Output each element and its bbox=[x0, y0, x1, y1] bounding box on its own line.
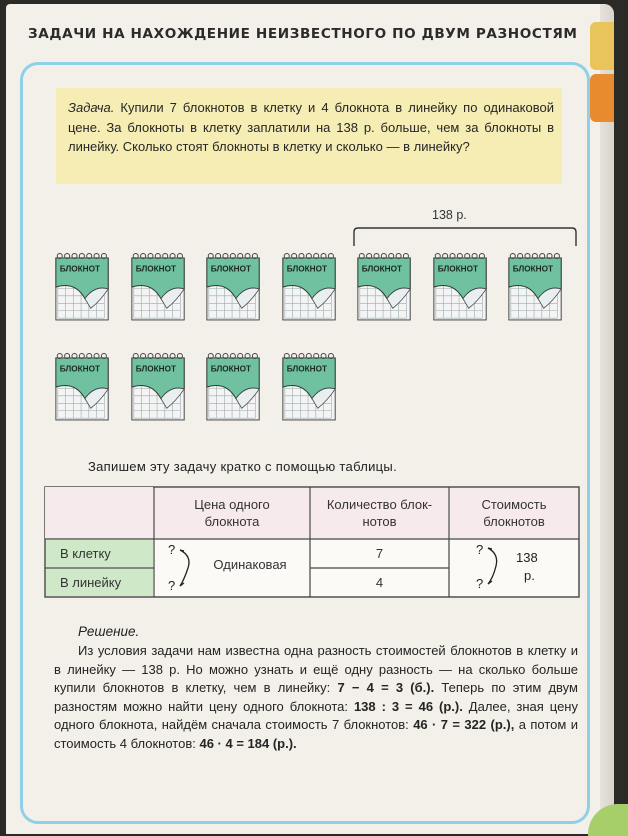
notebook-label: БЛОКНОТ bbox=[135, 364, 176, 374]
notebook-grid-7 bbox=[505, 252, 567, 322]
notebook-label: БЛОКНОТ bbox=[361, 264, 402, 274]
solution-part-4: а потом и стоимость 4 блокнотов: bbox=[54, 717, 578, 751]
notebook-label: БЛОКНОТ bbox=[286, 264, 327, 274]
lightbulb-tab-icon bbox=[590, 22, 614, 70]
notebook-lined-1 bbox=[52, 352, 114, 422]
solution-part-2: Теперь по этим двум разностям можно найти цену одного блокнота: bbox=[54, 680, 578, 714]
notebook-grid-3 bbox=[203, 252, 265, 322]
task-body: Купили 7 блокнотов в клетку и 4 блокнота в линейку по одинаковой цене. За блокноты в клетку заплатили на 138 р. больше, чем за блокноты в линейку. Сколько стоят блокноты в клетку и сколько — в линейку? bbox=[68, 100, 554, 154]
star-tab-icon bbox=[590, 74, 614, 122]
notebook-label: БЛОКНОТ bbox=[210, 264, 251, 274]
price-brace-arrow bbox=[178, 548, 196, 588]
equation-price: 138 : 3 = 46 (р.). bbox=[353, 698, 463, 714]
header-count: Количество блок- нотов bbox=[311, 488, 448, 538]
cost-difference-value: 138 bbox=[516, 550, 538, 565]
notebook-grid-1 bbox=[52, 252, 114, 322]
notebook-grid-2 bbox=[128, 252, 190, 322]
cost-question-grid: ? bbox=[476, 542, 484, 557]
price-question-lined: ? bbox=[168, 578, 176, 593]
cost-question-lined: ? bbox=[476, 576, 484, 591]
task-label: Задача. bbox=[68, 100, 115, 115]
count-lined: 4 bbox=[375, 575, 384, 590]
notebook-label: БЛОКНОТ bbox=[59, 364, 100, 374]
equation-cost-grid: 46 · 7 = 322 (р.), bbox=[413, 717, 515, 732]
task-box bbox=[56, 88, 562, 184]
solution-part-3: Далее, зная цену одного блокнота, найдём сначала стоимость 7 блокнотов: bbox=[54, 698, 578, 732]
page-heading: ЗАДАЧИ НА НАХОЖДЕНИЕ НЕИЗВЕСТНОГО ПО ДВУМ РАЗНОСТЯМ bbox=[28, 26, 578, 42]
notebook-label: БЛОКНОТ bbox=[59, 264, 100, 274]
notebook-grid-6 bbox=[430, 252, 492, 322]
equation-cost-lined: 46 · 4 = 184 (р.). bbox=[199, 735, 297, 751]
notebook-lined-2 bbox=[128, 352, 190, 422]
price-question-grid: ? bbox=[168, 542, 176, 557]
solution-paragraph bbox=[54, 642, 578, 753]
row-label-lined: В линейку bbox=[46, 569, 153, 596]
notebook-grid-5 bbox=[354, 252, 416, 322]
notebook-label: БЛОКНОТ bbox=[210, 364, 251, 374]
header-cost: Стоимость блокнотов bbox=[450, 488, 578, 538]
notebook-grid-4 bbox=[279, 252, 341, 322]
notebook-lined-4 bbox=[279, 352, 341, 422]
table-caption: Запишем эту задачу кратко с помощью таблицы. bbox=[88, 459, 397, 474]
page-edge bbox=[600, 4, 614, 834]
solution-text bbox=[54, 642, 578, 753]
solution-part-1: Из условия задачи нам известна одна разность стоимостей блокнотов в клетку и в линейку — 138 р. Но можно узнать и ещё одну разность — на сколько больше купили блокнотов в клетку, чем в линейку: bbox=[54, 643, 578, 695]
solution-title: Решение. bbox=[78, 624, 140, 639]
same-price-label: Одинаковая bbox=[213, 556, 287, 572]
notebook-label: БЛОКНОТ bbox=[286, 364, 327, 374]
difference-brace bbox=[352, 226, 578, 248]
equation-difference: 7 − 4 = 3 (б.). bbox=[337, 680, 435, 695]
notebook-label: БЛОКНОТ bbox=[135, 264, 176, 274]
notebook-lined-3 bbox=[203, 352, 265, 422]
task-text bbox=[68, 98, 554, 157]
header-price: Цена одного блокнота bbox=[155, 488, 309, 538]
count-grid: 7 bbox=[375, 546, 384, 561]
notebook-label: БЛОКНОТ bbox=[437, 264, 478, 274]
row-label-grid: В клетку bbox=[46, 540, 153, 567]
summary-table bbox=[44, 486, 580, 598]
cost-difference-unit: р. bbox=[524, 568, 535, 583]
cost-brace-arrow bbox=[486, 546, 502, 586]
brace-label: 138 р. bbox=[432, 208, 467, 222]
notebook-label: БЛОКНОТ bbox=[512, 264, 553, 274]
